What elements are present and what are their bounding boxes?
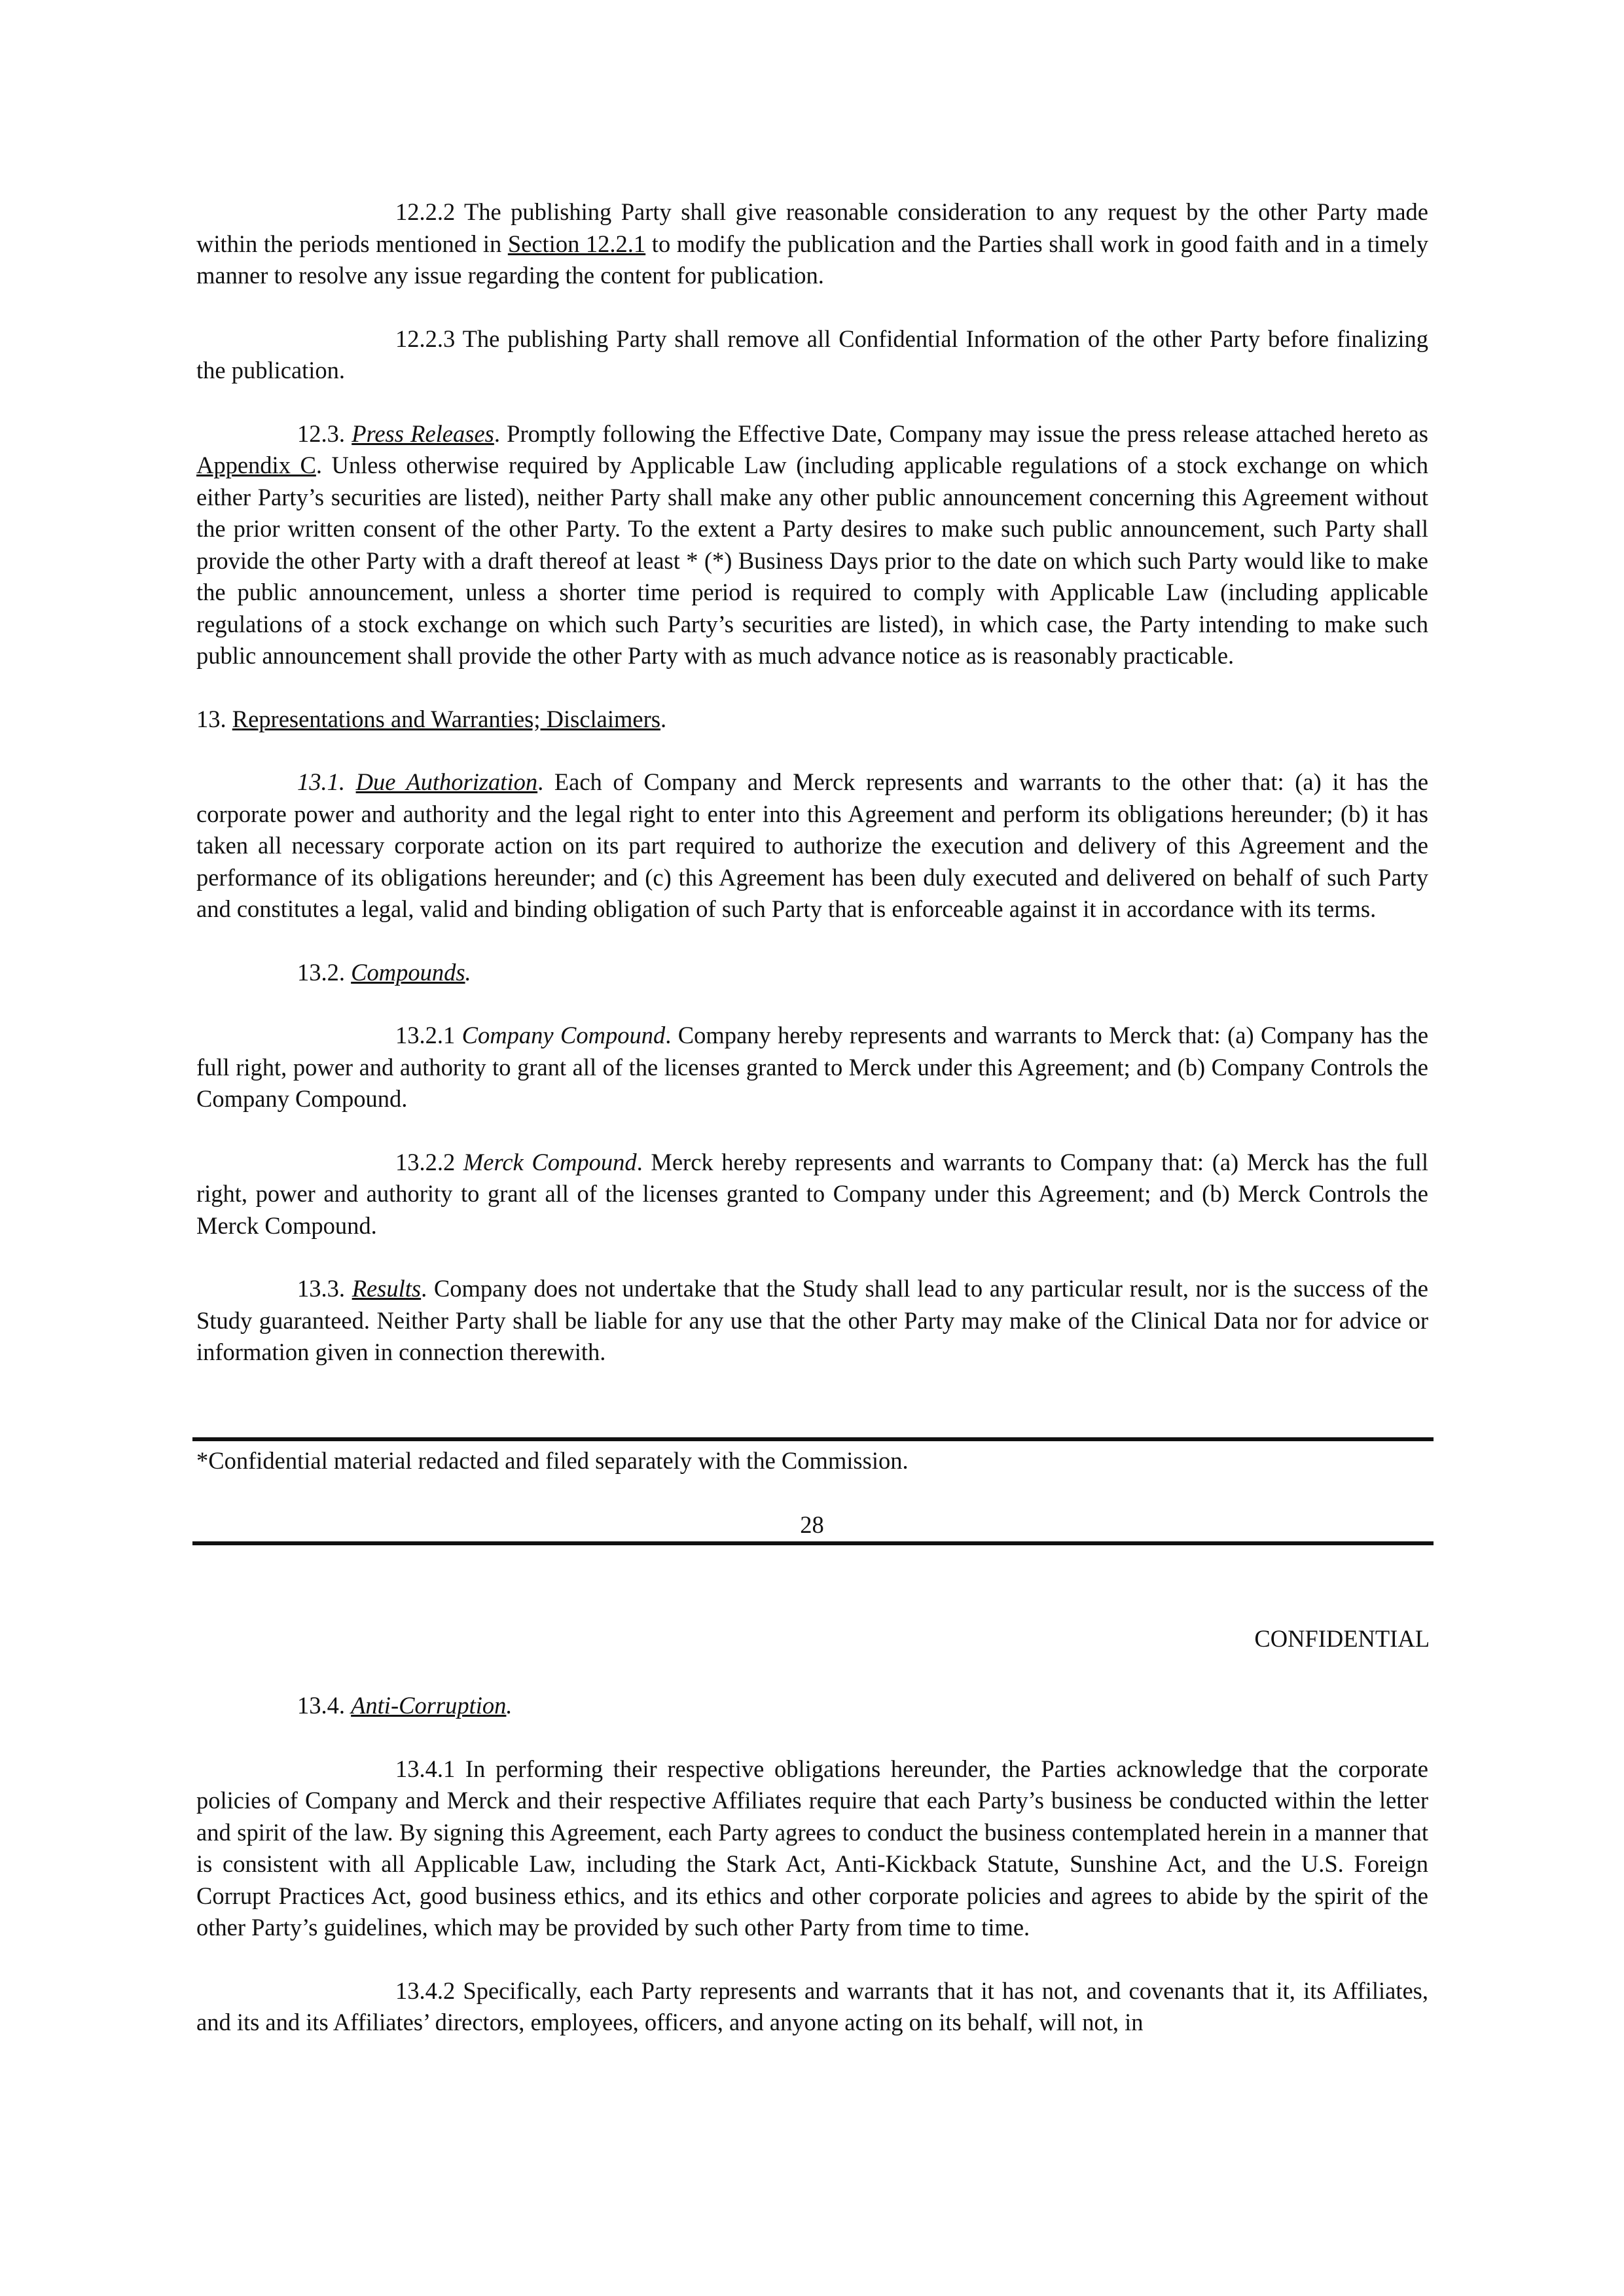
page-bottom-divider bbox=[192, 1541, 1434, 1545]
section-13-1-title: Due Authorization bbox=[355, 768, 538, 795]
confidential-footnote: *Confidential material redacted and filed separately with the Commission. bbox=[196, 1447, 909, 1474]
page-28-body bbox=[196, 196, 1428, 1400]
section-13-4-heading bbox=[196, 1690, 1428, 1722]
section-12-2-2-text-cont: to modify the publication and the Parties shall work in good faith and in a timely manner to resolve any issue regarding the content for publication. bbox=[196, 230, 1428, 289]
section-12-3 bbox=[196, 418, 1428, 672]
confidential-header: CONFIDENTIAL bbox=[1254, 1625, 1430, 1652]
section-13-3-number: 13.3. bbox=[297, 1275, 352, 1302]
section-12-3-text-cont: . Unless otherwise required by Applicable Law (including applicable regulations of a stock exchange on which either Party’s securities are listed), neither Party shall make any other public announcement concerning this Agreement without the prior written consent of the other Party. To the extent a Party desires to make such public announcement, such Party shall provide the other Party with a draft thereof at least * (*) Business Days prior to the date on which such Party would like to make the public announcement, unless a shorter time period is required to comply with Applicable Law (including applicable regulations of a stock exchange on which such Party’s securities are listed), in which case, the Party intending to make such public announcement shall provide the other Party with as much advance notice as is reasonably practicable. bbox=[196, 452, 1428, 669]
section-13-4-number: 13.4. bbox=[297, 1692, 352, 1719]
section-13-3-title: Results bbox=[352, 1275, 422, 1302]
section-13-2-1-text: . Company hereby represents and warrants to Merck that: (a) Company has the full right, power and authority to grant all of the licenses granted to Merck under this Agreement; and (b) Company Controls the Company Compound. bbox=[196, 1022, 1429, 1112]
section-13-2-1-number: 13.2.1 bbox=[395, 1022, 462, 1049]
section-12-3-number: 12.3. bbox=[297, 420, 352, 447]
section-13-2-period: . bbox=[465, 958, 471, 986]
section-13-1 bbox=[196, 766, 1428, 925]
section-12-2-3: 12.2.3 The publishing Party shall remove all Confidential Information of the other Party before finalizing the publication. bbox=[196, 325, 1428, 384]
section-13-2-1-title: Company Compound bbox=[461, 1022, 666, 1049]
section-13-2-2-number: 13.2.2 bbox=[395, 1148, 463, 1175]
section-13-4-title: Anti-Corruption bbox=[351, 1692, 507, 1719]
section-12-2-2 bbox=[196, 196, 1428, 292]
section-12-3-text: . Promptly following the Effective Date, Company may issue the press release attached hereto as bbox=[494, 420, 1429, 447]
section-12-2-1-reference: Section 12.2.1 bbox=[507, 230, 646, 257]
section-13-1-number: 13.1. bbox=[297, 768, 356, 795]
section-13-4-period: . bbox=[506, 1692, 513, 1719]
section-13-2-number: 13.2. bbox=[297, 958, 352, 986]
section-12-3-title: Press Releases bbox=[352, 420, 494, 447]
section-13-heading bbox=[196, 704, 1428, 736]
footnote-divider bbox=[192, 1437, 1434, 1441]
section-13-2-2-text: . Merck hereby represents and warrants to Company that: (a) Merck has the full right, power and authority to grant all of the licenses granted to Company under this Agreement; and (b) Merck Controls the Merck Compound. bbox=[196, 1148, 1429, 1239]
section-13-2-1 bbox=[196, 1020, 1428, 1115]
section-13-2-2 bbox=[196, 1147, 1428, 1242]
section-13-2-2-title: Merck Compound bbox=[463, 1148, 637, 1175]
section-13-3 bbox=[196, 1273, 1428, 1369]
section-13-4-1: 13.4.1 In performing their respective obligations hereunder, the Parties acknowledge that the corporate policies of Company and Merck and their respective Affiliates require that each Party’s business be conducted within the letter and spirit of the law. By signing this Agreement, each Party agrees to conduct the business contemplated herein in a manner that is consistent with all Applicable Law, including the Stark Act, Anti-Kickback Statute, Sunshine Act, and the U.S. Foreign Corrupt Practices Act, good business ethics, and its ethics and other corporate policies and agrees to abide by the spirit of the other Party’s guidelines, which may be provided by such other Party from time to time. bbox=[196, 1755, 1428, 1941]
page-number: 28 bbox=[800, 1511, 824, 1538]
section-13-title: Representations and Warranties; Disclaimers bbox=[232, 705, 660, 732]
section-13-4-2: 13.4.2 Specifically, each Party represents and warrants that it has not, and covenants that it, its Affiliates, and its and its Affiliates’ directors, employees, officers, and anyone acting on its behalf, will not, in bbox=[196, 1977, 1428, 2036]
section-13-3-text: . Company does not undertake that the Study shall lead to any particular result, nor is the success of the Study guaranteed. Neither Party shall be liable for any use that the other Party may make of the Clinical Data nor for advice or information given in connection therewith. bbox=[196, 1275, 1428, 1365]
section-13-1-text: . Each of Company and Merck represents and warrants to the other that: (a) it has the corporate power and authority and the legal right to enter into this Agreement and perform its obligations hereunder; (b) it has taken all necessary corporate action on its part required to authorize the execution and delivery of this Agreement and the performance of its obligations hereunder; and (c) this Agreement has been duly executed and delivered on behalf of such Party and constitutes a legal, valid and binding obligation of such Party that is enforceable against it in accordance with its terms. bbox=[196, 768, 1429, 922]
section-13-period: . bbox=[660, 705, 667, 732]
section-13-2-title: Compounds bbox=[351, 958, 465, 986]
page-29-body bbox=[196, 1690, 1428, 2070]
section-13-2-heading bbox=[196, 957, 1428, 989]
appendix-c-reference: Appendix C bbox=[196, 452, 316, 478]
section-13-number: 13. bbox=[196, 705, 232, 732]
section-12-2-2-text: 12.2.2 The publishing Party shall give reasonable consideration to any request by the other Party made within the periods mentioned in bbox=[196, 198, 1428, 257]
